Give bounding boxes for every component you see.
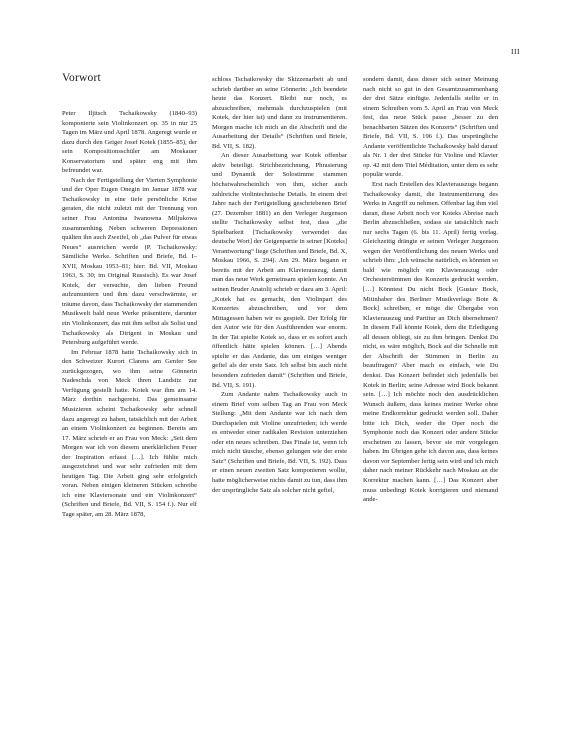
paragraph: sondern damit, dass dieser sich seiner Meinung nach nicht so gut in den Gesamtzusammenhang der drei Sätze einfügte. Jedenfalls stellte er in einem Schreiben vom 5. April an Frau von Meck fest, das neue Stück passe „besser zu den benachbarten Sätzen des Konzerts“ (Schriften und Briefe, Bd. VII, S. 196 f.). Das ursprüngliche Andante veröffentlichte Tschaikowsky bald darauf als Nr. 1 der drei Stücke für Violine und Klavier op. 42 mit dem Titel Méditation, unter dem es sehr populär wurde.	[363, 76, 498, 179]
text-column-2	[212, 75, 347, 495]
text-column-3	[363, 75, 498, 505]
paragraph: Erst nach Erstellen des Klavierauszugs begann Tschaikowsky damit, die Instrumentierung des Werks in Angriff zu nehmen. Offenbar lag ihm viel daran, diese Arbeit noch vor Koteks Abreise nach Berlin abzuschließen, sodass sie tatsächlich nach nur sechs Tagen (6. bis 11. April) fertig vorlag. Gleichzeitig drängte er seinen Verleger Jurgenson wegen der Veröffentlichung des neuen Werks und schrieb ihm: „Ich wünsche natürlich, es könnten so bald wie möglich ein Klavierauszug oder Orchesterstimmen des Konzerts gedruckt werden. […] Könntest Du nicht Bock [Gustav Bock, Mitinhaber des Berliner Musikverlags Bote & Bock] schreiben, er möge die Übergabe von Klavierauszug und Partitur an Dich übernehmen? In diesem Fall könnte Kotek, dem die Erledigung all dessen obliegt, sie zu ihm bringen. Denkst Du nicht, es wäre möglich, Bock auf die Schnelle mit der Abschrift der Stimmen in Berlin zu beauftragen? Aber mach es einfach, wie Du denkst. Das Konzert befindet sich jedenfalls bei Kotek in Berlin; seine Adresse wird Bock bekannt sein. […] Ich möchte noch den ausdrücklichen Wunsch äußern, dass keines meiner Werke ohne meine Endkorrektur gedruckt werden soll. Daher bitte ich Dich, weder die Oper noch die Symphonie noch das Konzert oder andere Stücke erscheinen zu lassen, bevor sie mir vorgelegen haben. Im Übrigen gehe ich davon aus, dass keines davon vor September fertig sein wird und ich mich daher nach meiner Rückkehr nach Moskau an die Korrektur machen kann. […] Das Konzert aber muss unbedingt Kotek korrigieren und niemand ande-	[363, 181, 498, 504]
paragraph: An dieser Ausarbeitung war Kotek offenbar aktiv beteiligt. Strichbezeichnung, Phrasierung und Dynamik der Solostimme stammen höchstwahrscheinlich von ihm, sicher auch zahlreiche violintechnische Details. In einem drei Jahre nach der Fertigstellung geschriebenen Brief (27. Dezember 1881) an den Verleger Jurgenson stellte Tschaikowsky selbst fest, dass „die Spielbarkeit [Tschaikowsky verwendet das deutsche Wort] der Geigenpartie in seiner [Koteks] Verantwortung“ liege (Schriften und Briefe, Bd. X, Moskau 1966, S. 294). Am 29. März begann er bereits mit der Arbeit am Klavierauszug, damit man das neue Werk gemeinsam spielen konnte. An seinen Bruder Anatolij schrieb er dazu am 3. April: „Kotek hat es gemacht, den Violinpart des Konzertes abzuschreiben, und vor dem Mittagessen haben wir es gespielt. Der Erfolg für den Autor wie für den Ausführenden war enorm. In der Tat spielte Kotek so, dass er es sofort auch öffentlich hätte spielen können. […] Abends spielte er das Andante, das um einiges weniger gefiel als der erste Satz. Ich selbst bin auch nicht besonders zufrieden damit“ (Schriften und Briefe, Bd. VII, S. 191).	[212, 152, 347, 389]
text-column-1	[62, 109, 197, 520]
page-title: Vorwort	[62, 72, 101, 84]
paragraph: Nach der Fertigstellung der Vierten Symphonie und der Oper Eugen Onegin im Januar 1878 war Tschaikowsky in eine tiefe persönliche Krise geraten, die nicht zuletzt mit der Trennung von seiner Frau Antonina Iwanowna Miljukowa zusammenhing. Neben schweren Depressionen quälten ihn auch Zweifel, ob „das Pulver für etwas Neues“ ausreichen werde (P. Tschaikowsky: Sämtliche Werke. Schriften und Briefe, Bd. I–XVII, Moskau 1953–81; hier: Bd. VII, Moskau 1963, S. 30; im Original Russisch). Es war Josef Kotek, der versuchte, den lieben Freund aufzumuntern und ihm dazu verschwärmte, er träume davon, dass Tschaikowsky der stammenden Musikwelt bald neue Werke präsentiere, darunter ein Violinkonzert, das mit ihm selbst als Solist und Tschaikowsky als Dirigent in Moskau und Petersburg aufgeführt werde.	[62, 176, 197, 347]
paragraph: Zum Andante nahm Tschaikowsky auch in einem Brief vom selben Tag an Frau von Meck Stellung: „Mit dem Andante war ich nach dem Durchspielen mit Violine unzufrieden; ich werde es entweder einer radikalen Revision unterziehen oder ein neues schreiben. Das Finale ist, wenn ich mich nicht täusche, ebenso gelungen wie der erste Satz“ (Schriften und Briefe, Bd. VII, S. 192). Dass er einen neuen zweiten Satz komponieren wollte, hatte möglicherweise nichts damit zu tun, dass ihm der ursprüngliche Satz als solcher nicht gefiel,	[212, 391, 347, 494]
page-number: III	[511, 47, 520, 56]
paragraph: schloss Tschaikowsky die Skizzenarbeit ab und schrieb darüber an seine Gönnerin: „Ich beendete heute das Konzert. Bleibt nur noch, es abzuschreiben, mehrmals durchzuspielen (mit Kotek, der hier ist) und dann zu instrumentieren. Morgen mache ich mich an die Abschrift und die Ausarbeitung der Details“ (Schriften und Briefe, Bd. VII, S. 182).	[212, 76, 347, 150]
paragraph: Peter Iljitsch Tschaikowsky (1840–93) komponierte sein Violinkonzert op. 35 in nur 25 Tagen im März und April 1878. Angeregt wurde er dazu durch den Geiger Josef Kotek (1855–85), der sein Kompositionsschüler am Moskauer Konservatorium und später eng mit ihm befreundet war.	[62, 110, 197, 175]
paragraph: Im Februar 1878 hatte Tschaikowsky sich in den Schweizer Kurort Clarens am Genfer See zurückgezogen, wo ihm seine Gönnerin Nadeschda von Meck ihren Landsitz zur Verfügung gestellt hatte. Kotek war ihm am 14. März dorthin nachgereist. Das gemeinsame Musizieren scheint Tschaikowsky sehr schnell dazu angeregt zu haben, tatsächlich mit der Arbeit an einem Violinkonzert zu beginnen. Bereits am 17. März schrieb er an Frau von Meck: „Seit dem Morgen war ich von diesem unerklärlichen Feuer der Inspiration erfasst […]. Ich fühlte mich ausgezeichnet und war sehr zufrieden mit dem heutigen Tag. Die Arbeit ging sehr erfolgreich voran. Neben einigen kleineren Stücken schreibe ich eine Klaviersonate und ein Violinkonzert“ (Schriften und Briefe, Bd. VII, S. 154 f.). Nur elf Tage später, am 28. März 1878,	[62, 348, 197, 518]
